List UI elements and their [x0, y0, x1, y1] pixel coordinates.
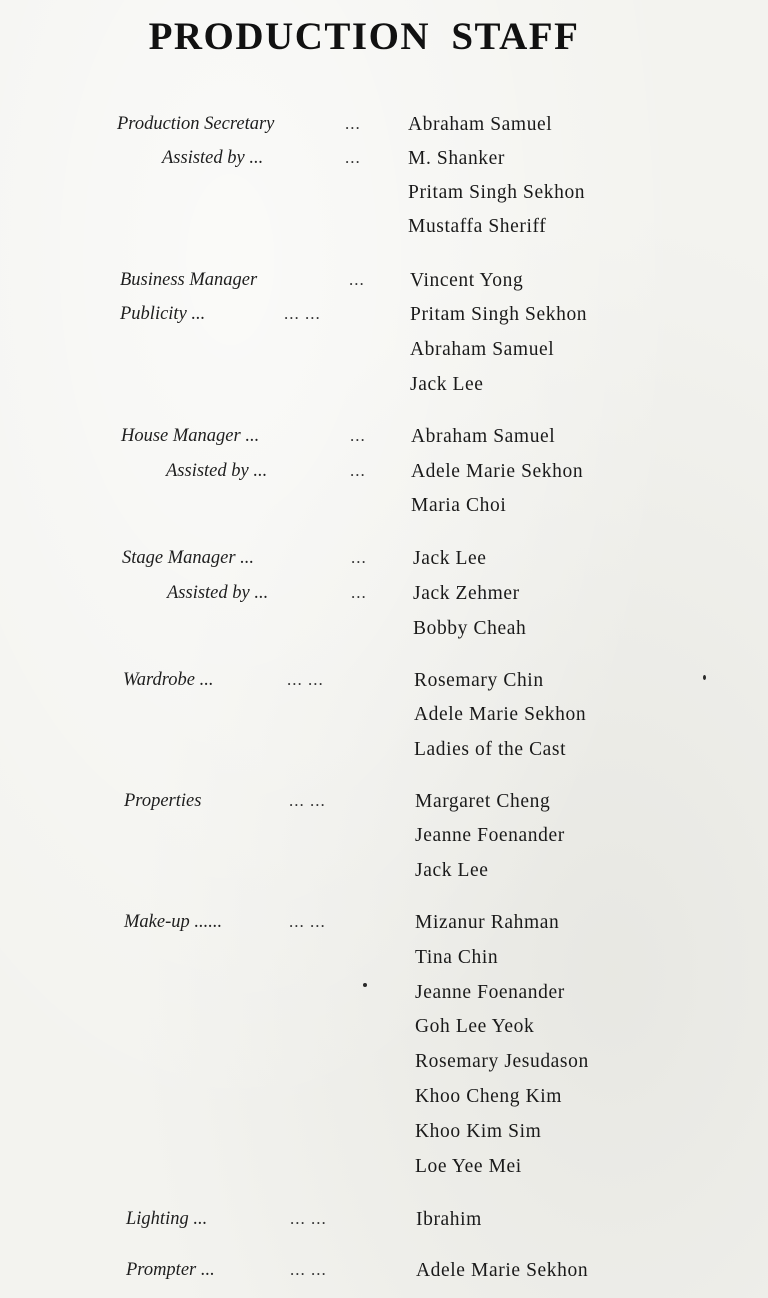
staff-row — [0, 982, 768, 1016]
staff-row-stage-manager — [0, 548, 768, 582]
leader-dots: ... — [351, 548, 367, 567]
staff-row-prompter — [0, 1260, 768, 1294]
staff-row — [0, 339, 768, 373]
staff-name: Bobby Cheah — [413, 618, 527, 639]
staff-name: Jack Lee — [413, 548, 487, 569]
staff-name: Abraham Samuel — [410, 339, 555, 360]
staff-row-production-secretary — [0, 114, 768, 148]
leader-dots: ... — [345, 114, 361, 133]
staff-row-house-manager — [0, 426, 768, 460]
leader-dots: ... ... — [287, 670, 324, 689]
staff-row — [0, 495, 768, 529]
role-label: Lighting ... — [126, 1209, 208, 1229]
staff-name: Adele Marie Sekhon — [411, 461, 584, 482]
leader-dots: ... ... — [289, 912, 326, 931]
staff-row-lighting — [0, 1209, 768, 1243]
staff-name: Ladies of the Cast — [414, 739, 567, 760]
role-label: Stage Manager ... — [122, 548, 255, 568]
staff-row — [0, 1121, 768, 1155]
ink-speck — [363, 983, 367, 987]
staff-row-properties — [0, 791, 768, 825]
staff-row — [0, 1156, 768, 1190]
staff-row-assisted — [0, 148, 768, 182]
staff-row — [0, 860, 768, 894]
staff-name: Rosemary Jesudason — [415, 1051, 589, 1072]
staff-name: M. Shanker — [408, 148, 505, 169]
staff-row — [0, 947, 768, 981]
role-label: Prompter ... — [126, 1260, 215, 1280]
staff-name: Jack Lee — [410, 374, 484, 395]
leader-dots: ... — [350, 461, 366, 480]
staff-row — [0, 216, 768, 250]
staff-name: Abraham Samuel — [408, 114, 553, 135]
role-label: Properties — [124, 791, 202, 811]
staff-name: Loe Yee Mei — [415, 1156, 522, 1177]
staff-row — [0, 1051, 768, 1085]
leader-dots: ... — [345, 148, 361, 167]
staff-row — [0, 1086, 768, 1120]
assisted-label: Assisted by ... — [167, 583, 269, 603]
staff-name: Adele Marie Sekhon — [414, 704, 587, 725]
staff-row — [0, 825, 768, 859]
staff-row — [0, 1016, 768, 1050]
role-label: Business Manager — [120, 270, 258, 290]
leader-dots: ... ... — [290, 1260, 327, 1279]
staff-name: Maria Choi — [411, 495, 507, 516]
role-label: Make-up ...... — [124, 912, 223, 932]
leader-dots: ... — [351, 583, 367, 602]
staff-name: Jack Lee — [415, 860, 489, 881]
staff-name: Jeanne Foenander — [415, 982, 565, 1003]
staff-name: Rosemary Chin — [414, 670, 544, 691]
staff-name: Adele Marie Sekhon — [416, 1260, 589, 1281]
staff-name: Jack Zehmer — [413, 583, 520, 604]
staff-name: Pritam Singh Sekhon — [408, 182, 586, 203]
leader-dots: ... ... — [290, 1209, 327, 1228]
role-label: Wardrobe ... — [123, 670, 214, 690]
staff-name: Goh Lee Yeok — [415, 1016, 535, 1037]
staff-row-assisted — [0, 461, 768, 495]
role-label: Publicity ... — [120, 304, 206, 324]
staff-row — [0, 739, 768, 773]
leader-dots: ... — [349, 270, 365, 289]
staff-row-make-up — [0, 912, 768, 946]
staff-row-wardrobe — [0, 670, 768, 704]
ink-speck — [703, 675, 706, 680]
staff-name: Khoo Kim Sim — [415, 1121, 542, 1142]
leader-dots: ... ... — [284, 304, 321, 323]
leader-dots: ... — [350, 426, 366, 445]
staff-row — [0, 704, 768, 738]
staff-row — [0, 618, 768, 652]
staff-name: Mizanur Rahman — [415, 912, 560, 933]
staff-row-publicity — [0, 304, 768, 338]
assisted-label: Assisted by ... — [166, 461, 268, 481]
staff-name: Vincent Yong — [410, 270, 524, 291]
staff-name: Margaret Cheng — [415, 791, 551, 812]
staff-name: Jeanne Foenander — [415, 825, 565, 846]
staff-row — [0, 374, 768, 408]
role-label: House Manager ... — [121, 426, 260, 446]
role-label: Production Secretary — [117, 114, 275, 134]
assisted-label: Assisted by ... — [162, 148, 264, 168]
leader-dots: ... ... — [289, 791, 326, 810]
staff-row — [0, 182, 768, 216]
page-title: PRODUCTION STAFF — [148, 15, 580, 58]
staff-row-business-manager — [0, 270, 768, 304]
staff-name: Tina Chin — [415, 947, 499, 968]
staff-name: Khoo Cheng Kim — [415, 1086, 563, 1107]
staff-name: Ibrahim — [416, 1209, 482, 1230]
staff-name: Pritam Singh Sekhon — [410, 304, 588, 325]
staff-name: Abraham Samuel — [411, 426, 556, 447]
staff-row-assisted — [0, 583, 768, 617]
staff-name: Mustaffa Sheriff — [408, 216, 547, 237]
